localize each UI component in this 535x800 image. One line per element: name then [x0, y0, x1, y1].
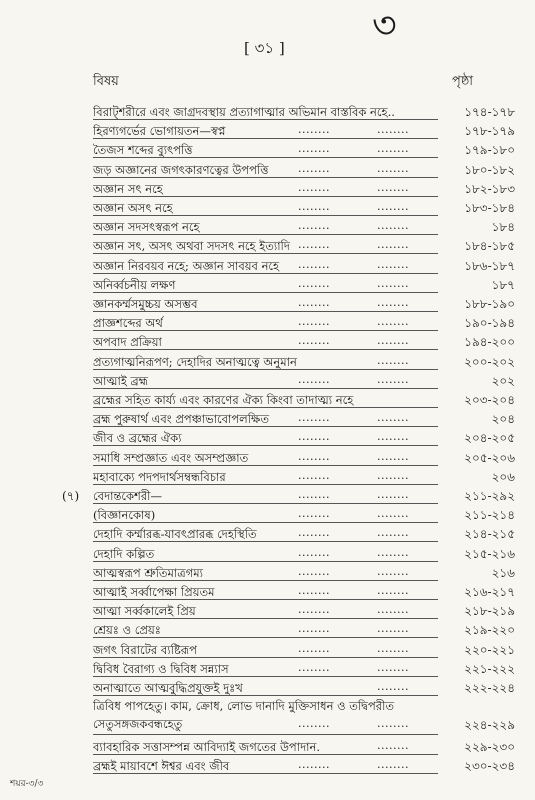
entry-title: দেহাদি কল্পিত: [93, 546, 155, 561]
contents-row: [0, 447, 535, 467]
contents-row: [0, 216, 535, 236]
contents-row: [0, 389, 535, 409]
leader-dots: ........: [377, 334, 409, 348]
leader-dots: ........: [298, 430, 330, 444]
entry-title: অজ্ঞান নিরবয়ব নহে; অজ্ঞান সাবয়ব নহে: [93, 258, 280, 273]
leader-dots: ........: [298, 200, 330, 213]
leader-dots: ........: [298, 564, 330, 578]
leader-dots: ........: [377, 449, 409, 463]
contents-row: [0, 331, 535, 351]
contents-row: [0, 120, 535, 140]
page-range: ১৯০-১৯৪: [464, 316, 515, 331]
page-range: ২২৪-২২৯: [464, 718, 515, 733]
leader-dots: ........: [377, 315, 409, 329]
leader-dots: ........: [377, 411, 409, 425]
leader-dots: ........: [377, 660, 409, 674]
entry-title: জগৎ বিরাটের ব্যষ্টিরূপ: [93, 642, 197, 657]
leader-dots: ........: [377, 526, 409, 540]
page-range: ২১৬-২১৭: [464, 585, 515, 599]
entry-title: অপবাদ প্রক্রিয়া: [93, 335, 162, 350]
contents-row: [0, 178, 535, 198]
entry-title: দেহাদি কর্ম্মারব্ধ-যাবৎপ্রারব্ধ দেহস্থিতি: [93, 527, 257, 542]
page-range: ২২১-২২২: [464, 661, 515, 676]
leader-dots: ........: [298, 603, 330, 617]
page-range: ২০৪-২০৫: [464, 431, 515, 446]
leader-dots: ........: [377, 161, 409, 175]
page-range: ১৮৭: [491, 277, 515, 292]
leader-dots: ........: [377, 238, 409, 252]
contents-row: [0, 293, 535, 313]
entry-title: (বিজ্ঞানকোষ): [93, 508, 156, 523]
entry-title: আত্মাই ব্রহ্ম: [93, 373, 148, 388]
leader-dots: ........: [377, 739, 409, 753]
leader-dots: ........: [377, 507, 409, 521]
contents-row: [0, 101, 535, 121]
leader-dots: ........: [377, 430, 409, 444]
leader-dots: ........: [298, 372, 330, 386]
entry-title: প্রাজ্ঞশব্দের অর্থ: [93, 316, 163, 331]
leader-dots: ........: [298, 507, 330, 521]
page-range: ২২০-২২১: [464, 642, 515, 657]
leader-dots: ........: [377, 257, 409, 271]
leader-dots: ........: [298, 315, 330, 329]
leader-dots: ........: [377, 353, 409, 367]
entry-title: অজ্ঞান অসৎ নহে: [93, 201, 173, 215]
leader-dots: ........: [298, 758, 330, 772]
entry-title: অজ্ঞান সৎ নহে: [93, 181, 163, 196]
page-range: ২১৫-২১৬: [464, 546, 515, 561]
column-header-page: পৃষ্ঠা: [452, 74, 474, 89]
contents-row: [0, 696, 535, 733]
leader-dots: ........: [377, 622, 409, 636]
contents-row: [0, 139, 535, 159]
row-underline: [93, 734, 438, 735]
row-underline: [93, 773, 438, 774]
contents-row: [0, 159, 535, 179]
leader-dots: ........: [298, 276, 330, 290]
entry-title: অজ্ঞান সদসৎস্বরূপ নহে: [93, 220, 200, 235]
leader-dots: ........: [377, 468, 409, 482]
contents-row: [0, 639, 535, 659]
entry-title: মহাবাক্যে পদপদার্থসম্বন্ধবিচার: [93, 469, 226, 484]
page-range: ২১৮-২১৯: [464, 604, 515, 619]
contents-row: [0, 677, 535, 697]
contents-row: [0, 197, 535, 217]
entry-title: তৈজস শব্দের ব্যুৎপত্তি: [93, 143, 193, 158]
contents-row: [0, 466, 535, 486]
contents-row: [0, 658, 535, 678]
entry-title: ত্রিবিধ পাপহেতু। কাম, ক্রোধ, লোভ দানাদি মুক্তিসাধন ও তদ্বিপরীত সেতুসঙ্গজকবন্ধহেতু: [93, 699, 395, 732]
entry-title: প্রত্যগাত্মনিরূপণ; দেহাদির অনাত্মত্বে অনুমান: [93, 354, 297, 369]
leader-dots: ........: [377, 717, 409, 731]
leader-dots: ........: [377, 180, 409, 194]
page-range: ২০৪: [491, 412, 515, 427]
page-range: ২১১-২৯২: [464, 489, 515, 503]
entry-title: শ্রেয়ঃ ও প্রেয়ঃ: [93, 623, 161, 638]
entry-title: বিরাট্‌শরীরে এবং জাগ্রদবস্থায় প্রত্যাগাত্মার অভিমান বাস্তবিক নহে..: [93, 105, 395, 119]
entry-title: অজ্ঞান সৎ, অসৎ অথবা সদসৎ নহে ইত্যাদি: [93, 239, 290, 254]
leader-dots: ........: [298, 180, 330, 194]
leader-dots: ........: [298, 545, 330, 559]
leader-dots: ........: [377, 545, 409, 559]
entry-title: হিরণ্যগর্ভের ভোগায়তন—স্বপ্ন: [93, 124, 226, 139]
page-range: ১৮৪: [491, 220, 515, 235]
page-number-header: [ ৩১ ]: [244, 39, 285, 57]
page-range: ২১৪-২১৫: [464, 527, 515, 542]
contents-row: [0, 351, 535, 371]
contents-row: [0, 736, 535, 756]
contents-row: [0, 600, 535, 620]
leader-dots: ........: [377, 372, 409, 386]
page-range: ২০৫-২০৬: [464, 450, 515, 465]
contents-row: [0, 408, 535, 428]
leader-dots: ........: [377, 276, 409, 290]
contents-row: [0, 370, 535, 390]
page-range: ২২২-২২৪: [464, 681, 515, 695]
page-range: ১৮২-১৮৩: [464, 181, 515, 196]
contents-row: [0, 562, 535, 582]
page-range: ১৭৪-১৭৮: [464, 105, 515, 119]
leader-dots: ........: [298, 411, 330, 425]
page-range: ২৩০-২৩৪: [464, 759, 515, 774]
entry-title: সমাধি সম্প্রজ্ঞাত এবং অসম্প্রজ্ঞাত: [93, 450, 249, 465]
leader-dots: ........: [377, 758, 409, 772]
entry-title: জীব ও ব্রহ্মের ঐক্য: [93, 431, 182, 446]
leader-dots: ........: [298, 257, 330, 271]
leader-dots: ........: [377, 219, 409, 233]
contents-row: [0, 755, 535, 775]
contents-row: [0, 504, 535, 524]
leader-dots: ........: [298, 622, 330, 636]
entry-title: ব্যাবহারিক সত্তাসম্পন্ন আবিদ্যাই জগতের উপাদান.: [93, 740, 320, 755]
leader-dots: ........: [298, 238, 330, 252]
leader-dots: ........: [298, 660, 330, 674]
page-range: ১৮৪-১৮৫: [464, 239, 515, 254]
page-range: ১৮৩-১৮৪: [464, 201, 515, 215]
entry-title: ব্রহ্ম পুরুষার্থ এবং প্রপঞ্চাভাবোপলক্ষিত: [93, 412, 269, 427]
contents-row: [0, 235, 535, 255]
page-range: ১৭৯-১৮০: [464, 143, 515, 158]
leader-dots: ........: [298, 296, 330, 309]
corner-part-number: ৩: [372, 3, 397, 47]
contents-row: [0, 312, 535, 332]
leader-dots: ........: [298, 142, 330, 156]
leader-dots: ........: [298, 526, 330, 540]
leader-dots: ........: [298, 449, 330, 463]
contents-row: [0, 274, 535, 294]
footer-code: শয়র-৩/৩: [10, 779, 44, 789]
contents-row: [0, 543, 535, 563]
leader-dots: ........: [298, 334, 330, 348]
contents-row: [0, 485, 535, 505]
leader-dots: ........: [377, 564, 409, 578]
leader-dots: ........: [377, 584, 409, 597]
page-range: ১৮৮-১৯০: [464, 297, 515, 311]
leader-dots: ........: [377, 123, 409, 137]
entry-title: দ্বিবিধ বৈরাগ্য ও দ্বিবিধ সন্ন্যাস: [93, 661, 229, 676]
leader-dots: ........: [377, 142, 409, 156]
page-range: ২১৬: [491, 565, 515, 580]
page-range: ১৮০-১৮২: [464, 162, 515, 177]
leader-dots: ........: [377, 200, 409, 213]
page-range: ২০৬: [491, 469, 515, 484]
page-range: ২০০-২০২: [464, 354, 515, 369]
entry-title: আত্মাই সর্ব্বাপেক্ষা প্রিয়তম: [93, 585, 215, 599]
leader-dots: ........: [298, 641, 330, 655]
contents-row: [0, 619, 535, 639]
page-range: ২১৯-২২০: [464, 623, 515, 638]
leader-dots: ........: [377, 680, 409, 693]
leader-dots: ........: [377, 641, 409, 655]
leader-dots: ........: [298, 219, 330, 233]
leader-dots: ........: [298, 488, 330, 501]
leader-dots: ........: [298, 717, 330, 731]
entry-title: জ্ঞানকর্ম্মসমুচ্চয় অসম্ভব: [93, 297, 198, 311]
leader-dots: ........: [377, 603, 409, 617]
entry-title: আত্মা সর্ব্বকালেই প্রিয়: [93, 604, 196, 619]
page-range: ২০২: [491, 373, 515, 388]
entry-title: ব্রহ্মের সহিত কার্য্য এবং কারণের ঐক্য কিংবা তাদাত্ম্য নহে: [93, 393, 354, 407]
column-header-subject: বিষয়: [93, 74, 119, 89]
section-number: (৭): [62, 489, 80, 503]
leader-dots: ........: [377, 488, 409, 501]
leader-dots: ........: [298, 468, 330, 482]
entry-title: আত্মস্বরূপ শ্রুতিমাত্রগম্য: [93, 565, 203, 580]
page-range: ১৮৬-১৮৭: [464, 258, 515, 273]
entry-title: ব্রহ্মই মায়াবশে ঈশ্বর এবং জীব: [93, 759, 230, 774]
contents-row: [0, 581, 535, 601]
page-range: ১৭৮-১৭৯: [464, 124, 515, 139]
page-range: ২১১-২১৪: [464, 508, 515, 523]
entry-title: বেদান্তকেশরী—: [93, 489, 162, 503]
leader-dots: ........: [298, 123, 330, 137]
contents-row: [0, 255, 535, 275]
contents-row: [0, 427, 535, 447]
entry-title: অনাত্মাতে আত্মবুদ্ধিপ্রযুক্তই দুঃখ: [93, 681, 243, 695]
leader-dots: ........: [377, 296, 409, 309]
contents-row: [0, 523, 535, 543]
entry-title: অনির্ব্বচনীয় লক্ষণ: [93, 277, 176, 292]
leader-dots: ........: [298, 584, 330, 597]
page-range: ২২৯-২৩০: [464, 740, 515, 755]
page-range: ১৯৪-২০০: [464, 335, 515, 350]
entry-title: জড় অজ্ঞানের জগৎকারণত্বের উপপত্তি: [93, 162, 269, 177]
leader-dots: ........: [298, 161, 330, 175]
page-range: ২০৩-২০৪: [464, 393, 515, 407]
